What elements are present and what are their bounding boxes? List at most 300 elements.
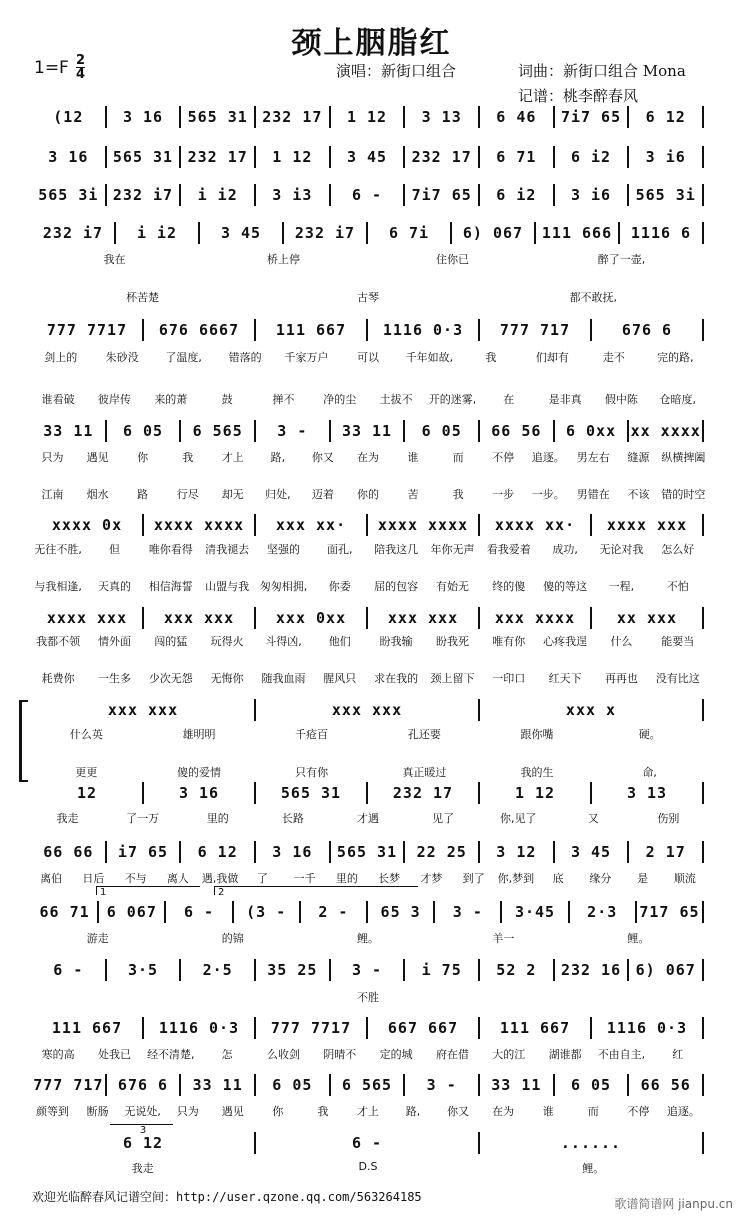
measure: xx xxx (616, 609, 678, 627)
measure: 3 16 (122, 108, 164, 126)
lyric-word: 了 (256, 872, 268, 885)
lyric-word: 颈上留下 (430, 672, 475, 685)
song-title: 颈上胭脂红 (291, 26, 452, 61)
measure: 676 6667 (158, 321, 240, 339)
lyric-word: 寒的高 (41, 1048, 75, 1061)
measure: 6 067 (106, 903, 157, 921)
lyric-word: 仓暗度, (659, 393, 697, 406)
lyric-word: 在 (503, 393, 515, 406)
lyric-word: 孔还要 (407, 728, 441, 741)
lyric-word: 掸不 (272, 393, 295, 406)
lyric-word: 什么 (610, 635, 633, 648)
lyric-word: 不胜 (357, 991, 379, 1004)
lyric-word: 遇见 (221, 1105, 244, 1118)
lyric-word: 玩得火 (210, 635, 244, 648)
lyric-word: 定的城 (379, 1048, 413, 1061)
lyric-word: 硬。 (638, 728, 661, 741)
lyric-word: 顺流 (673, 872, 696, 885)
measure: 111 667 (499, 1019, 571, 1037)
composer-credit: 词曲：新街口组合 Mona (518, 62, 686, 80)
measure: 667 667 (387, 1019, 459, 1037)
lyric-word: 你又 (447, 1105, 470, 1118)
lyric-word: 跟你嘴 (520, 728, 554, 741)
lyric-word: 你,见了 (499, 812, 537, 825)
lyric-line (30, 391, 706, 407)
lyric-word: 山盟与我 (205, 580, 250, 593)
barline (702, 959, 704, 981)
lyric-word: 江南 (41, 488, 64, 501)
lyric-word: 追逐。 (531, 451, 565, 464)
lyric-line (30, 486, 706, 502)
measure: 3 - (351, 961, 383, 979)
measure: 1116 0·3 (382, 321, 464, 339)
measure: 6 - (351, 186, 383, 204)
lyric-word: 我的生 (520, 766, 554, 779)
lyric-word: 不停 (627, 1105, 650, 1118)
measure: 3 i6 (570, 186, 612, 204)
lyric-word: 你委 (328, 580, 351, 593)
measure: 232 i7 (42, 224, 104, 242)
staff-row (32, 319, 704, 341)
lyric-word: 纵横捭阖 (661, 451, 706, 464)
measure: 6 - (183, 903, 215, 921)
measure: 6 i2 (496, 186, 537, 204)
lyric-word: 谁 (407, 451, 419, 464)
measure: 66 71 (39, 903, 90, 921)
lyric-word: 假中陈 (604, 393, 638, 406)
lyric-word: 千年如故, (405, 351, 454, 364)
lyric-word: 鼓 (221, 393, 233, 406)
lyric-word: 盼我输 (379, 635, 413, 648)
measure: xxx x (565, 701, 617, 719)
lyric-word: 经不清楚, (147, 1048, 195, 1061)
lyric-word: 无往不胜, (34, 543, 82, 556)
lyric-word: 一步。 (531, 488, 565, 501)
staff-row (32, 901, 704, 923)
lyric-word: 少次无怨 (148, 672, 193, 685)
watermark: 歌谱简谱网 jianpu.cn (614, 1197, 733, 1211)
lyric-word: 能要当 (661, 635, 695, 648)
measure: 232 17 (392, 784, 454, 802)
lyric-word: 不该 (627, 488, 650, 501)
lyric-word: 成功, (552, 543, 578, 556)
measure: 676 6 (117, 1076, 169, 1094)
measure: 6 12 (645, 108, 686, 126)
lyric-word: 没有比这 (655, 672, 700, 685)
lyric-word: 唯有你 (492, 635, 526, 648)
measure: 3 i6 (645, 148, 686, 166)
barline (702, 222, 704, 244)
lyric-word: 雄明明 (182, 728, 216, 741)
measure: ...... (560, 1134, 622, 1152)
measure: 111 667 (51, 1019, 123, 1037)
lyric-word: 年你无声 (430, 543, 475, 556)
measure: xxx xxx (163, 609, 235, 627)
lyric-word: 了一万 (126, 812, 160, 825)
lyric-word: 我 (317, 1105, 329, 1118)
measure: xxxx xxxx (377, 516, 469, 534)
measure: 33 11 (491, 1076, 542, 1094)
lyric-word: 开的迷雾, (428, 393, 477, 406)
measure: 565 31 (336, 843, 398, 861)
lyric-word: 长梦 (378, 872, 401, 885)
measure: 3 13 (421, 108, 462, 126)
lyric-word: 坚强的 (266, 543, 300, 556)
lyric-word: 我在 (103, 253, 126, 266)
lyric-word: 路, (270, 451, 286, 464)
measure: 6 565 (341, 1076, 393, 1094)
lyric-word: 缝源 (627, 451, 650, 464)
measure: 35 25 (267, 961, 318, 979)
barline (702, 607, 704, 629)
measure: 6 05 (570, 1076, 612, 1094)
lyric-word: 在为 (356, 451, 379, 464)
lyric-word: 错的时空 (661, 488, 706, 501)
measure: xxxx xxx (606, 516, 688, 534)
barline (702, 841, 704, 863)
lyric-word: 游走 (86, 932, 109, 945)
lyric-word: 的锦 (221, 932, 244, 945)
transcriber-credit: 记谱：桃李醉春风 (518, 87, 639, 105)
lyric-word: 看我爱着 (486, 543, 531, 556)
lyric-word: 匆匆相拥, (259, 580, 308, 593)
measure: 33 11 (341, 422, 393, 440)
barline (702, 1132, 704, 1154)
lyric-word: 都不敢抚, (569, 291, 618, 304)
measure: 6 71 (496, 148, 537, 166)
measure: 3 i3 (272, 186, 313, 204)
measure: 2 - (318, 903, 349, 921)
measure: xx xxxx (630, 422, 701, 440)
lyric-word: 一程, (608, 580, 635, 593)
lyric-word: 烟水 (86, 488, 109, 501)
staff-row (32, 514, 704, 536)
staff-row (32, 782, 704, 804)
lyric-word: 求在我的 (374, 672, 419, 685)
second-ending: 2 (214, 886, 418, 895)
measure: 565 3i (635, 186, 696, 204)
measure: 6) 067 (635, 961, 696, 979)
lyric-word: 颜等到 (36, 1105, 70, 1118)
lyric-word: 我走 (56, 812, 79, 825)
lyric-word: 我走 (131, 1162, 154, 1175)
measure: 717 65 (639, 903, 700, 921)
lyric-word: 剑上的 (44, 351, 78, 364)
staff-row (32, 184, 704, 206)
lyric-word: 相信海誓 (148, 580, 193, 593)
lyric-word: 怎 (221, 1048, 233, 1061)
lyric-word: 苦 (407, 488, 419, 501)
measure: 1 12 (272, 148, 313, 166)
measure: xxxx xx· (494, 516, 576, 534)
measure: 3 16 (48, 148, 89, 166)
lyric-word: 与我相逢, (34, 580, 82, 593)
lyric-word: 男错在 (576, 488, 610, 501)
measure: xxx xxx (331, 701, 403, 719)
lyric-line (30, 1160, 706, 1176)
lyric-word: 斗得凶, (265, 635, 302, 648)
lyric-word: 却无 (221, 488, 244, 501)
lyric-word: 追逐。 (666, 1105, 700, 1118)
barline (702, 146, 704, 168)
lyric-word: 才遇 (356, 812, 379, 825)
measure: 232 17 (411, 148, 472, 166)
lyric-word: 遇,我做 (201, 872, 239, 885)
lyric-word: 才上 (221, 451, 244, 464)
lyric-line (30, 289, 706, 305)
lyric-line (30, 1103, 706, 1119)
lyric-line (30, 810, 706, 826)
lyric-word: 路 (137, 488, 149, 501)
lyric-word: 只为 (176, 1105, 199, 1118)
time-signature (76, 54, 85, 81)
lyric-line (30, 449, 706, 465)
lyric-word: 迈着 (311, 488, 334, 501)
measure: 12 (76, 784, 98, 802)
lyric-word: 无论对我 (599, 543, 644, 556)
lyric-word: 一生多 (97, 672, 131, 685)
lyric-word: 只有你 (295, 766, 329, 779)
lyric-word: 再再也 (604, 672, 638, 685)
measure: 6) 067 (462, 224, 524, 242)
barline (702, 184, 704, 206)
lyric-word: 阴晴不 (323, 1048, 357, 1061)
barline (702, 319, 704, 341)
measure: 66 66 (43, 843, 94, 861)
barline (702, 699, 704, 721)
lyric-word: 你 (137, 451, 149, 464)
lyric-word: 醉了一壶, (597, 253, 646, 266)
measure: xxxx xxx (46, 609, 128, 627)
lyric-word: 盼我死 (435, 635, 469, 648)
lyric-line (30, 349, 706, 365)
lyric-line (30, 726, 706, 742)
lyric-word: 净的尘 (323, 393, 357, 406)
measure: 676 6 (621, 321, 673, 339)
lyric-word: 大的江 (492, 1048, 526, 1061)
measure: xxx xxxx (494, 609, 576, 627)
measure: 3 16 (178, 784, 220, 802)
measure: i 75 (421, 961, 462, 979)
measure: 565 31 (187, 108, 248, 126)
barline (702, 420, 704, 442)
lyric-word: 了温度, (165, 351, 202, 364)
measure: 232 i7 (294, 224, 356, 242)
footer-link[interactable]: 欢迎光临醉春风记谱空间：http://user.qzone.qq.com/563264185 (32, 1190, 422, 1204)
lyric-word: 我 (452, 488, 464, 501)
lyric-word: 耗费你 (41, 672, 75, 685)
lyric-word: 我 (182, 451, 194, 464)
lyric-word: 见了 (432, 812, 455, 825)
measure: 2 17 (645, 843, 686, 861)
singer-credit: 演唱：新街口组合 (336, 62, 457, 80)
time-bottom: 4 (76, 67, 86, 82)
measure: xxx xxx (107, 701, 179, 719)
measure: i i2 (197, 186, 238, 204)
lyric-word: 你的 (356, 488, 379, 501)
measure: 6 - (351, 1134, 383, 1152)
lyric-word: 千疮百 (295, 728, 329, 741)
lyric-word: 长路 (281, 812, 304, 825)
lyric-word: 你 (272, 1105, 284, 1118)
measure: 777 717 (33, 1076, 104, 1094)
measure: 232 17 (187, 148, 248, 166)
lyric-word: 伤别 (657, 812, 680, 825)
lyric-word: 在为 (492, 1105, 515, 1118)
measure: 232 17 (262, 108, 323, 126)
lyric-word: 离伯 (40, 872, 63, 885)
measure: 6 0xx (565, 422, 617, 440)
measure: i i2 (136, 224, 178, 242)
lyric-line (30, 670, 706, 686)
lyric-word: 处我已 (97, 1048, 131, 1061)
measure: 111 666 (541, 224, 613, 242)
barline (702, 901, 704, 923)
measure: 565 31 (112, 148, 174, 166)
measure: (12 (53, 108, 84, 126)
lyric-word: 彼岸传 (97, 393, 131, 406)
lyric-word: 傻的爱情 (177, 766, 221, 779)
lyric-word: 鲤。 (627, 932, 650, 945)
lyric-word: 完的路, (657, 351, 694, 364)
measure: 565 31 (280, 784, 342, 802)
measure: xxx xxx (387, 609, 459, 627)
staff-row (32, 222, 704, 244)
measure: xxxx xxxx (153, 516, 245, 534)
lyric-line (30, 251, 706, 267)
lyric-word: 湖谁都 (548, 1048, 582, 1061)
measure: 3·45 (514, 903, 556, 921)
barline (702, 106, 704, 128)
lyric-word: 清我褪去 (205, 543, 250, 556)
key-signature: 1=F (34, 58, 69, 78)
lyric-word: 命, (642, 766, 657, 779)
lyric-word: 住你已 (436, 253, 469, 266)
lyric-line (30, 930, 706, 946)
measure: 6 12 (122, 1134, 164, 1152)
lyric-word: 来的萧 (154, 393, 188, 406)
triplet-mark: 3 (110, 1124, 173, 1133)
lyric-word: 里的 (335, 872, 358, 885)
lyric-word: 面孔, (327, 543, 353, 556)
lyric-word: 唯你看得 (148, 543, 193, 556)
measure: 3 - (452, 903, 483, 921)
lyric-word: 离人 (166, 872, 189, 885)
barline (702, 1017, 704, 1039)
lyric-word: 一千 (293, 872, 316, 885)
measure: 3 45 (220, 224, 262, 242)
lyric-word: 屈的包容 (374, 580, 419, 593)
lyric-word: 谁 (542, 1105, 554, 1118)
measure: 6 05 (272, 1076, 313, 1094)
lyric-word: 遇见 (86, 451, 109, 464)
measure: 3 - (277, 422, 308, 440)
measure: 6 46 (496, 108, 537, 126)
measure: 232 16 (560, 961, 622, 979)
measure: xxx xx· (275, 516, 347, 534)
lyric-word: 什么英 (69, 728, 103, 741)
measure: 3·5 (127, 961, 159, 979)
lyric-word: 又 (587, 812, 599, 825)
measure: 66 56 (491, 422, 542, 440)
lyric-word: 是 (637, 872, 649, 885)
lyric-line (30, 541, 706, 557)
lyric-word: 鲤。 (357, 932, 379, 945)
lyric-word: 我 (485, 351, 497, 364)
lyric-word: 陪我这几 (374, 543, 419, 556)
lyric-word: 谁看破 (41, 393, 75, 406)
lyric-word: 千家万户 (284, 351, 329, 364)
lyric-word: 土拔不 (379, 393, 413, 406)
lyric-word: 府在借 (435, 1048, 469, 1061)
measure: 7i7 65 (411, 186, 472, 204)
measure: 3 13 (626, 784, 668, 802)
measure: 111 667 (275, 321, 347, 339)
staff-row (32, 146, 704, 168)
lyric-word: 心疼我逞 (543, 635, 588, 648)
lyric-word: 古琴 (356, 291, 379, 304)
lyric-word: 情外面 (97, 635, 131, 648)
lyric-word: 不怕 (666, 580, 689, 593)
lyric-word: 而 (587, 1105, 599, 1118)
lyric-word: 行尽 (176, 488, 199, 501)
measure: 6 05 (421, 422, 462, 440)
lyric-word: 朱砂没 (105, 351, 139, 364)
lyric-word: 不停 (492, 451, 515, 464)
barline (702, 782, 704, 804)
lyric-word: 终的傻 (492, 580, 526, 593)
measure: 7i7 65 (560, 108, 622, 126)
repeat-bracket (19, 700, 28, 782)
lyric-word: 鲤。 (582, 1162, 605, 1175)
lyric-word: 们却有 (535, 351, 569, 364)
measure: 33 11 (43, 422, 94, 440)
measure: 33 11 (192, 1076, 243, 1094)
measure: 6 - (53, 961, 84, 979)
measure: 6 05 (122, 422, 164, 440)
lyric-line (30, 1046, 706, 1062)
lyric-line (30, 870, 706, 886)
staff-row (32, 1074, 704, 1096)
staff-row (32, 106, 704, 128)
lyric-word: 一印口 (492, 672, 526, 685)
lyric-word: 错落的 (228, 351, 262, 364)
measure: 232 i7 (112, 186, 174, 204)
lyric-word: 腥风只 (323, 672, 357, 685)
lyric-word: 羊一 (492, 932, 515, 945)
measure: 1 12 (514, 784, 556, 802)
lyric-word: 傻的等这 (543, 580, 588, 593)
barline (702, 1074, 704, 1096)
measure: 1116 0·3 (606, 1019, 688, 1037)
staff-row (32, 1017, 704, 1039)
measure: 3 - (426, 1076, 457, 1094)
time-top: 2 (76, 53, 86, 68)
measure: 52 2 (496, 961, 537, 979)
lyric-word: 断肠 (86, 1105, 109, 1118)
measure: 65 3 (380, 903, 421, 921)
lyric-word: 到了 (462, 872, 485, 885)
lyric-word: 归处, (265, 488, 291, 501)
measure: 1 12 (346, 108, 388, 126)
measure: 6 12 (197, 843, 238, 861)
lyric-word: 闯的猛 (154, 635, 188, 648)
lyric-word: 杯苦楚 (126, 291, 160, 304)
staff-row (32, 1132, 704, 1154)
measure: 777 7717 (270, 1019, 352, 1037)
lyric-word: 他们 (328, 635, 351, 648)
lyric-word: 你,梦到 (497, 872, 535, 885)
